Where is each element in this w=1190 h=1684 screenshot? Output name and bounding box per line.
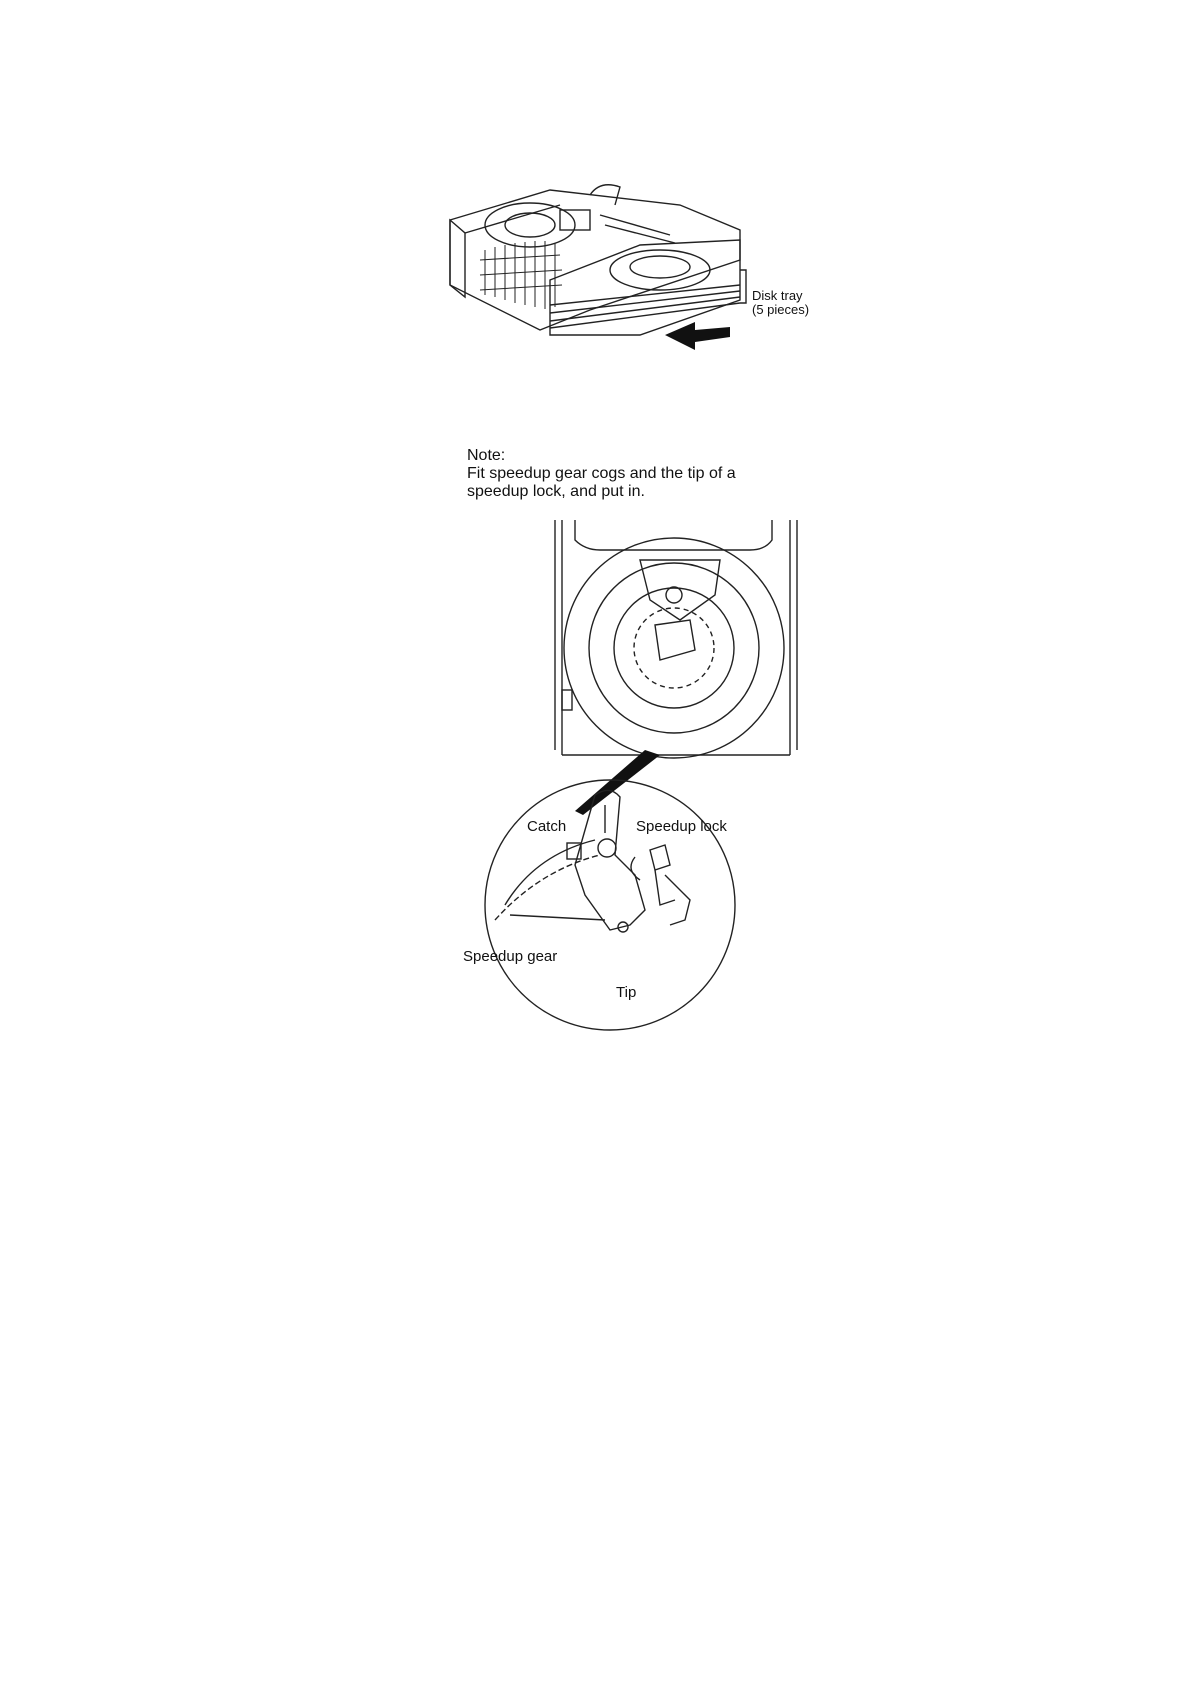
speedup-gear-label: Speedup gear (463, 948, 558, 965)
note-line-1: Fit speedup gear cogs and the tip of a (467, 465, 736, 482)
note-title: Note: (467, 447, 506, 464)
speedup-lock-label: Speedup lock (636, 818, 727, 835)
detail-drawing (455, 745, 775, 1035)
disk-tray-mechanism-illustration (440, 185, 840, 365)
disk-tray-label-line2: (5 pieces) (752, 302, 810, 317)
note-line-2: speedup lock, and put in. (467, 483, 645, 500)
catch-label: Catch (527, 818, 567, 835)
detail-circle-illustration (455, 745, 775, 1035)
disk-tray-label (752, 289, 809, 317)
disk-tray-label-line1: Disk tray (752, 288, 803, 303)
mechanism-drawing (440, 185, 840, 365)
note-block (467, 447, 827, 501)
tip-label: Tip (616, 984, 637, 1001)
